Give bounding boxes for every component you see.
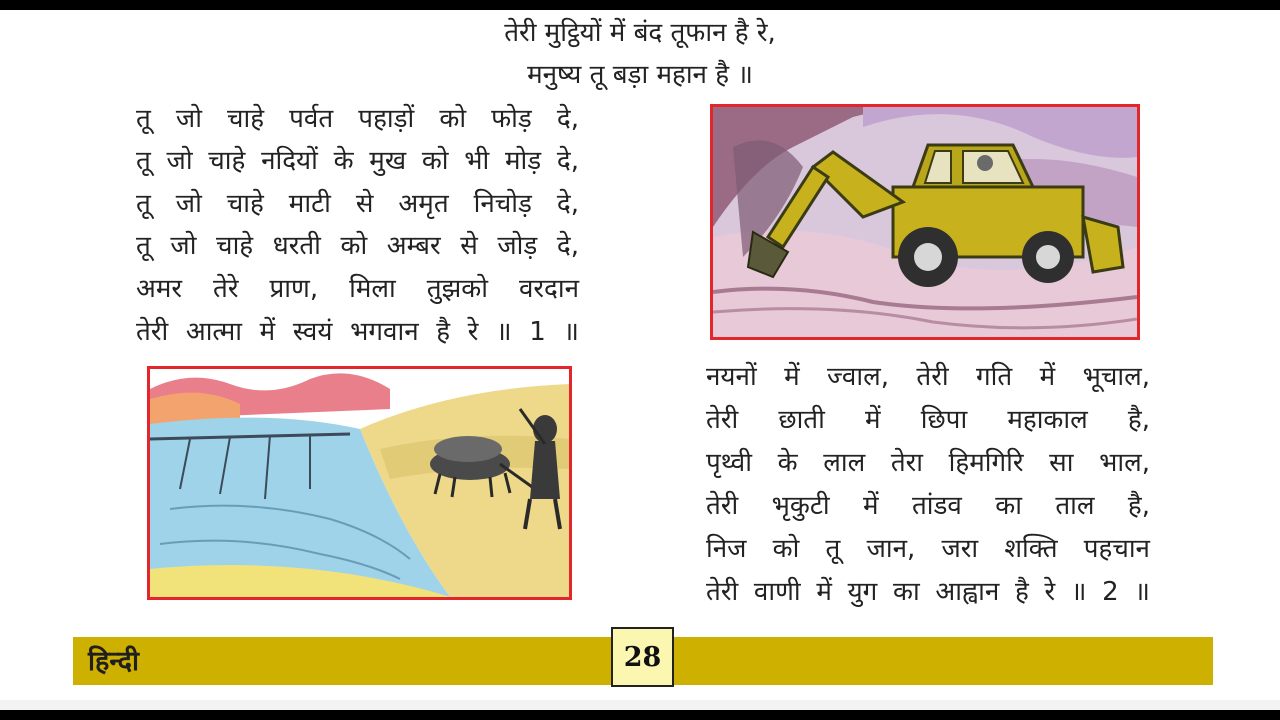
refrain-line-1: तेरी मुट्ठियों में बंद तूफान है रे, [504, 18, 776, 48]
stanza2-line-1: नयनों में ज्वाल, तेरी गति में भूचाल, [706, 362, 1150, 392]
stanza1-line-6: तेरी आत्मा में स्वयं भगवान है रे ॥ 1 ॥ [136, 317, 579, 347]
stanza1-line-3: तू जो चाहे माटी से अमृत निचोड़ दे, [136, 189, 579, 219]
bottom-strip [0, 700, 1280, 710]
stanza2-line-4: तेरी भृकुटी में तांडव का ताल है, [706, 491, 1150, 521]
river-farmer-illustration [147, 366, 572, 600]
stanza2-line-2: तेरी छाती में छिपा महाकाल है, [706, 405, 1150, 435]
refrain-line-2: मनुष्य तू बड़ा महान है ॥ [527, 60, 753, 90]
excavator-illustration [710, 104, 1140, 340]
stanza1-line-5: अमर तेरे प्राण, मिला तुझको वरदान [136, 274, 579, 304]
stanza2-line-3: पृथ्वी के लाल तेरा हिमगिरि सा भाल, [706, 448, 1150, 478]
page-number: 28 [611, 627, 674, 687]
subject-title: हिन्दी [88, 646, 140, 677]
stanza1-line-2: तू जो चाहे नदियों के मुख को भी मोड़ दे, [136, 146, 579, 176]
stanza2-line-5: निज को तू जान, जरा शक्ति पहचान [706, 534, 1150, 564]
textbook-page [0, 10, 1280, 710]
stanza2-line-6: तेरी वाणी में युग का आह्वान है रे ॥ 2 ॥ [706, 577, 1150, 607]
stanza1-line-1: तू जो चाहे पर्वत पहाड़ों को फोड़ दे, [136, 104, 579, 134]
stanza1-line-4: तू जो चाहे धरती को अम्बर से जोड़ दे, [136, 231, 579, 261]
